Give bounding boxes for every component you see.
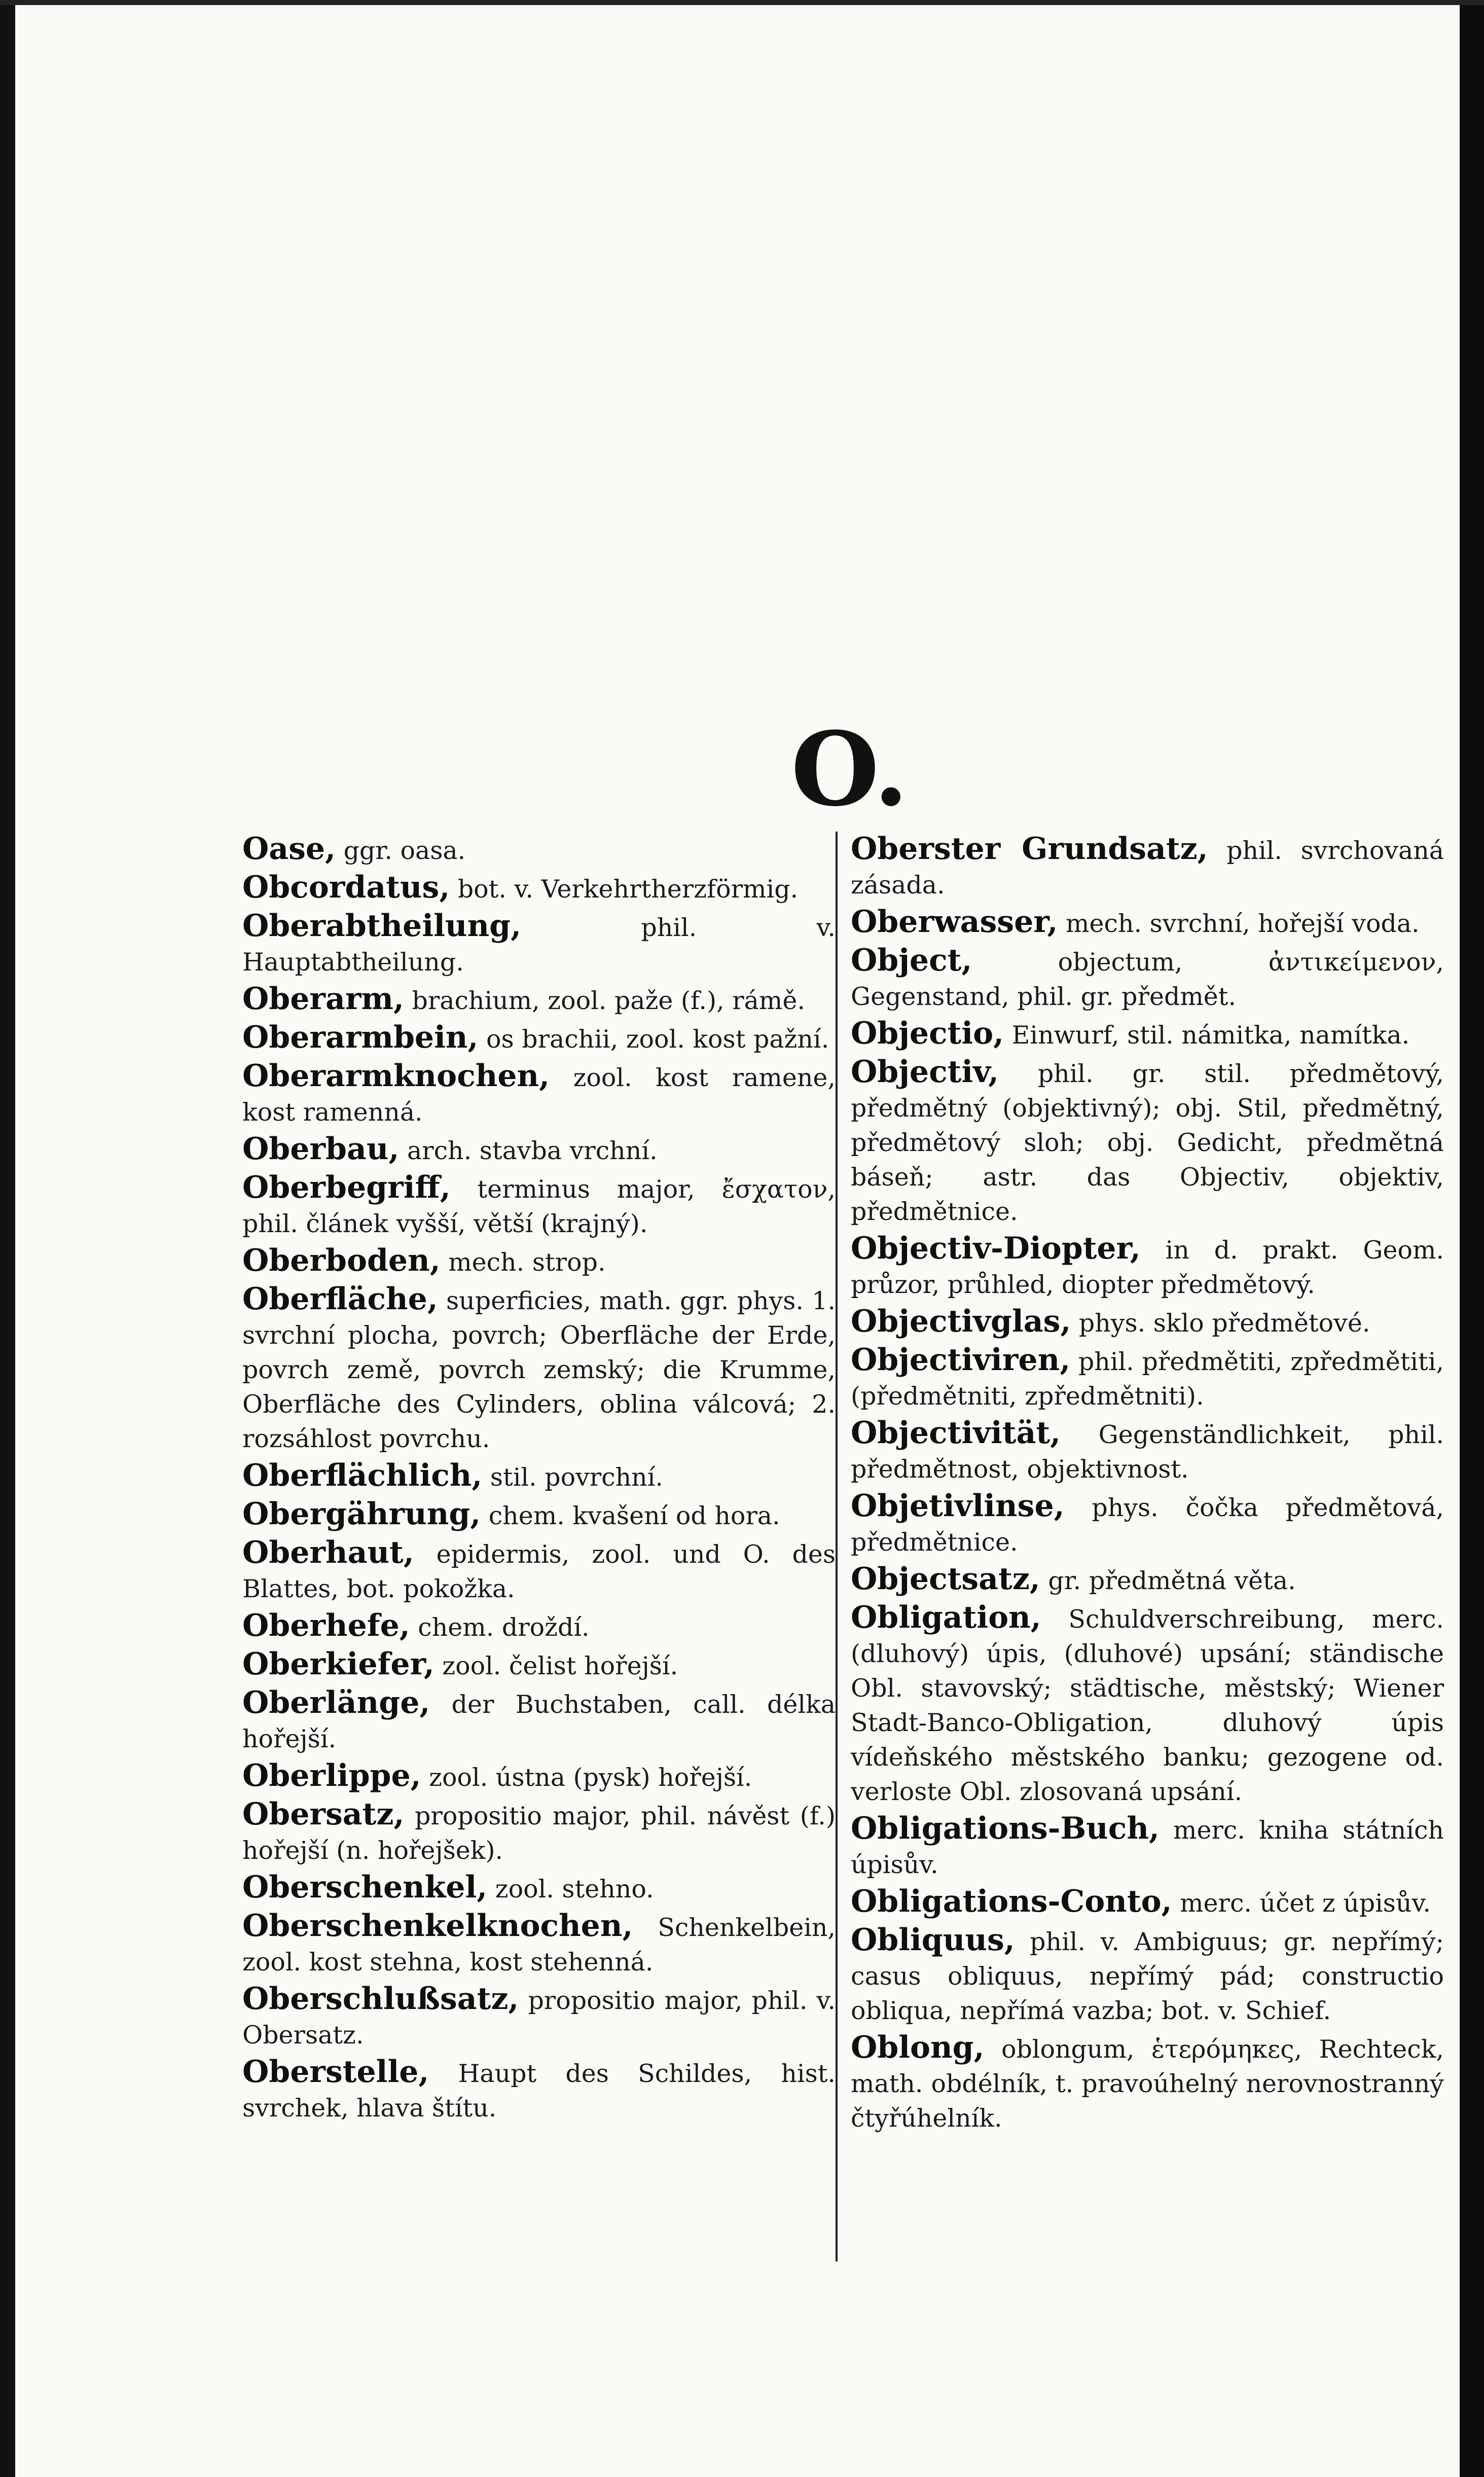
dictionary-entry	[242, 1982, 836, 2053]
dictionary-entry	[242, 1535, 836, 1606]
entry-headword: Oberhefe,	[242, 1608, 410, 1643]
entry-definition: gr. předmětná věta.	[1048, 1566, 1296, 1595]
entry-headword: Oberschlußsatz,	[242, 1981, 519, 2017]
entry-headword: Oberster Grundsatz,	[851, 831, 1208, 867]
entry-definition: stil. povrchní.	[490, 1463, 663, 1492]
entry-definition: chem. droždí.	[418, 1613, 590, 1642]
entry-definition: propositio major, phil. v. Obersatz.	[242, 1986, 836, 2050]
section-letter: O.	[791, 710, 909, 829]
entry-headword: Objectsatz,	[851, 1561, 1040, 1597]
entry-headword: Objectivglas,	[851, 1304, 1071, 1339]
dictionary-entry	[242, 1870, 836, 1907]
entry-headword: Oberhaut,	[242, 1535, 414, 1570]
entry-headword: Oberbau,	[242, 1131, 400, 1167]
dictionary-entry	[242, 1132, 836, 1168]
entry-definition: os brachii, zool. kost pažní.	[486, 1025, 829, 1054]
dictionary-entry	[242, 1797, 836, 1868]
entry-definition: ggr. oasa.	[343, 836, 466, 865]
dictionary-entry	[851, 1489, 1444, 1560]
dictionary-entry	[851, 1016, 1444, 1053]
entry-definition: mech. svrchní, hořejší voda.	[1065, 909, 1420, 938]
entry-definition: chem. kvašení od hora.	[488, 1501, 780, 1530]
entry-definition: zool. ústna (pysk) hořejší.	[429, 1763, 752, 1792]
entry-headword: Objectio,	[851, 1016, 1004, 1051]
entry-headword: Oberarmknochen,	[242, 1058, 550, 1094]
entry-headword: Oberarmbein,	[242, 1020, 479, 1055]
dictionary-entry	[242, 1758, 836, 1795]
entry-definition: phil. gr. stil. předmětový, předmětný (objektivný); obj. Stil, předmětný, předmětový sloh; obj. Gedicht, předmětná báseň; astr. das Objectiv, objektiv, předmětnice.	[851, 1059, 1444, 1226]
scan-border-right	[1460, 0, 1484, 2477]
entry-definition: phil. v. Ambiguus; gr. nepřímý; casus obliquus, nepřímý pád; constructio obliqua, nepřímá vazba; bot. v. Schief.	[851, 1927, 1444, 2025]
entry-definition: merc. kniha státních úpisův.	[851, 1816, 1444, 1879]
entry-headword: Obligations-Conto,	[851, 1884, 1172, 1919]
dictionary-entry	[851, 1304, 1444, 1341]
dictionary-entry	[242, 1170, 836, 1241]
entry-headword: Objectiv,	[851, 1054, 999, 1090]
entry-definition: phil. v. Hauptabtheilung.	[242, 913, 836, 977]
entry-headword: Obligation,	[851, 1600, 1041, 1635]
dictionary-entry	[851, 1231, 1444, 1302]
dictionary-entry	[242, 909, 836, 980]
entry-definition: zool. kost ramene, kost ramenná.	[242, 1063, 836, 1127]
entry-headword: Oblong,	[851, 2030, 985, 2065]
entry-headword: Oberwasser,	[851, 904, 1058, 940]
entry-definition: merc. účet z úpisův.	[1180, 1889, 1431, 1918]
entry-definition: in d. prakt. Geom. průzor, průhled, diopter předmětový.	[851, 1236, 1444, 1299]
entry-headword: Oberabtheilung,	[242, 908, 522, 944]
entry-headword: Oberflächlich,	[242, 1458, 483, 1493]
dictionary-entry	[242, 870, 836, 907]
entry-definition: phys. sklo předmětové.	[1078, 1309, 1370, 1338]
left-column	[242, 832, 836, 2128]
entry-headword: Oberschenkel,	[242, 1870, 488, 1905]
dictionary-entry	[242, 1909, 836, 1980]
scan-border-top	[0, 0, 1484, 5]
entry-definition: brachium, zool. paže (f.), rámě.	[412, 986, 805, 1015]
dictionary-entry	[851, 1343, 1444, 1414]
entry-headword: Oberkiefer,	[242, 1646, 435, 1682]
entry-headword: Obersatz,	[242, 1797, 405, 1832]
entry-definition: Schenkelbein, zool. kost stehna, kost stehenná.	[242, 1913, 836, 1977]
entry-definition: terminus major, ἔσχατον, phil. článek vyšší, větší (krajný).	[242, 1175, 836, 1238]
entry-headword: Obergährung,	[242, 1496, 481, 1532]
entry-headword: Oberschenkelknochen,	[242, 1908, 633, 1944]
entry-definition: der Buchstaben, call. délka hořejší.	[242, 1690, 836, 1753]
dictionary-entry	[242, 1020, 836, 1057]
entry-definition: phil. předmětiti, zpředmětiti, (předmětniti, zpředmětniti).	[851, 1347, 1444, 1411]
dictionary-entry	[242, 832, 836, 868]
entry-definition: phys. čočka předmětová, předmětnice.	[851, 1493, 1444, 1557]
dictionary-entry	[242, 1282, 836, 1456]
dictionary-entry	[851, 1416, 1444, 1487]
right-column	[851, 832, 1444, 2138]
dictionary-entry	[851, 1562, 1444, 1598]
entry-definition: bot. v. Verkehrtherzförmig.	[457, 875, 799, 904]
entry-headword: Oberlippe,	[242, 1758, 421, 1793]
entry-definition: phil. svrchovaná zásada.	[851, 836, 1444, 900]
entry-headword: Oase,	[242, 831, 336, 867]
dictionary-entry	[851, 1055, 1444, 1229]
entry-headword: Object,	[851, 943, 972, 978]
entry-definition: arch. stavba vrchní.	[407, 1136, 658, 1165]
entry-headword: Obcordatus,	[242, 870, 450, 905]
dictionary-entry	[242, 2055, 836, 2126]
entry-definition: Schuldverschreibung, merc. (dluhový) úpis, (dluhové) upsání; ständische Obl. stavovský; städtische, městský; Wiener Stadt-Banco-Obligation, dluhový úpis vídeňského městského banku; gezogene od. verloste Obl. zlosovaná upsání.	[851, 1605, 1444, 1806]
dictionary-entry	[851, 832, 1444, 903]
entry-headword: Oberlänge,	[242, 1685, 430, 1720]
entry-definition: oblongum, ἑτερόμηκες, Rechteck, math. obdélník, t. pravoúhelný nerovnostranný čtyřúhelník.	[851, 2035, 1444, 2133]
entry-headword: Obliquus,	[851, 1922, 1015, 1958]
entry-headword: Objectivität,	[851, 1415, 1061, 1451]
entry-headword: Oberstelle,	[242, 2054, 429, 2090]
dictionary-entry	[242, 1497, 836, 1533]
dictionary-entry	[851, 1600, 1444, 1809]
entry-definition: superficies, math. ggr. phys. 1. svrchní plocha, povrch; Oberfläche der Erde, povrch země, povrch zemský; die Krumme, Oberfläche des Cylinders, oblina válcová; 2. rozsáhlost povrchu.	[242, 1286, 836, 1453]
entry-definition: Einwurf, stil. námitka, namítka.	[1011, 1021, 1410, 1050]
dictionary-entry	[242, 1608, 836, 1645]
dictionary-entry	[851, 1884, 1444, 1921]
entry-definition: objectum, ἀντικείμενον, Gegenstand, phil. gr. předmět.	[851, 948, 1444, 1011]
entry-definition: Haupt des Schildes, hist. svrchek, hlava štítu.	[242, 2059, 836, 2123]
entry-definition: zool. stehno.	[495, 1875, 654, 1904]
entry-definition: zool. čelist hořejší.	[442, 1652, 678, 1680]
dictionary-entry	[242, 1243, 836, 1280]
entry-headword: Objetivlinse,	[851, 1488, 1065, 1524]
dictionary-entry	[242, 1458, 836, 1495]
entry-definition: epidermis, zool. und O. des Blattes, bot. pokožka.	[242, 1540, 836, 1603]
entry-definition: propositio major, phil. návěst (f.) hořejší (n. hořejšek).	[242, 1802, 836, 1865]
entry-definition: mech. strop.	[448, 1248, 606, 1277]
dictionary-entry	[851, 1811, 1444, 1882]
entry-headword: Oberboden,	[242, 1243, 441, 1278]
scan-border-left	[0, 0, 15, 2477]
dictionary-entry	[851, 1923, 1444, 2028]
dictionary-entry	[242, 1647, 836, 1683]
entry-headword: Obligations-Buch,	[851, 1811, 1160, 1846]
dictionary-entry	[242, 1059, 836, 1130]
entry-headword: Objectiv-Diopter,	[851, 1231, 1141, 1266]
entry-headword: Oberarm,	[242, 981, 404, 1017]
dictionary-entry	[851, 905, 1444, 941]
entry-headword: Oberbegriff,	[242, 1170, 451, 1205]
column-divider	[836, 832, 838, 2261]
dictionary-entry	[242, 982, 836, 1018]
dictionary-entry	[242, 1685, 836, 1756]
dictionary-entry	[851, 2030, 1444, 2136]
entry-headword: Objectiviren,	[851, 1342, 1071, 1378]
entry-headword: Oberfläche,	[242, 1281, 438, 1317]
entry-definition: Gegenständlichkeit, phil. předmětnost, objektivnost.	[851, 1420, 1444, 1484]
dictionary-entry	[851, 943, 1444, 1014]
